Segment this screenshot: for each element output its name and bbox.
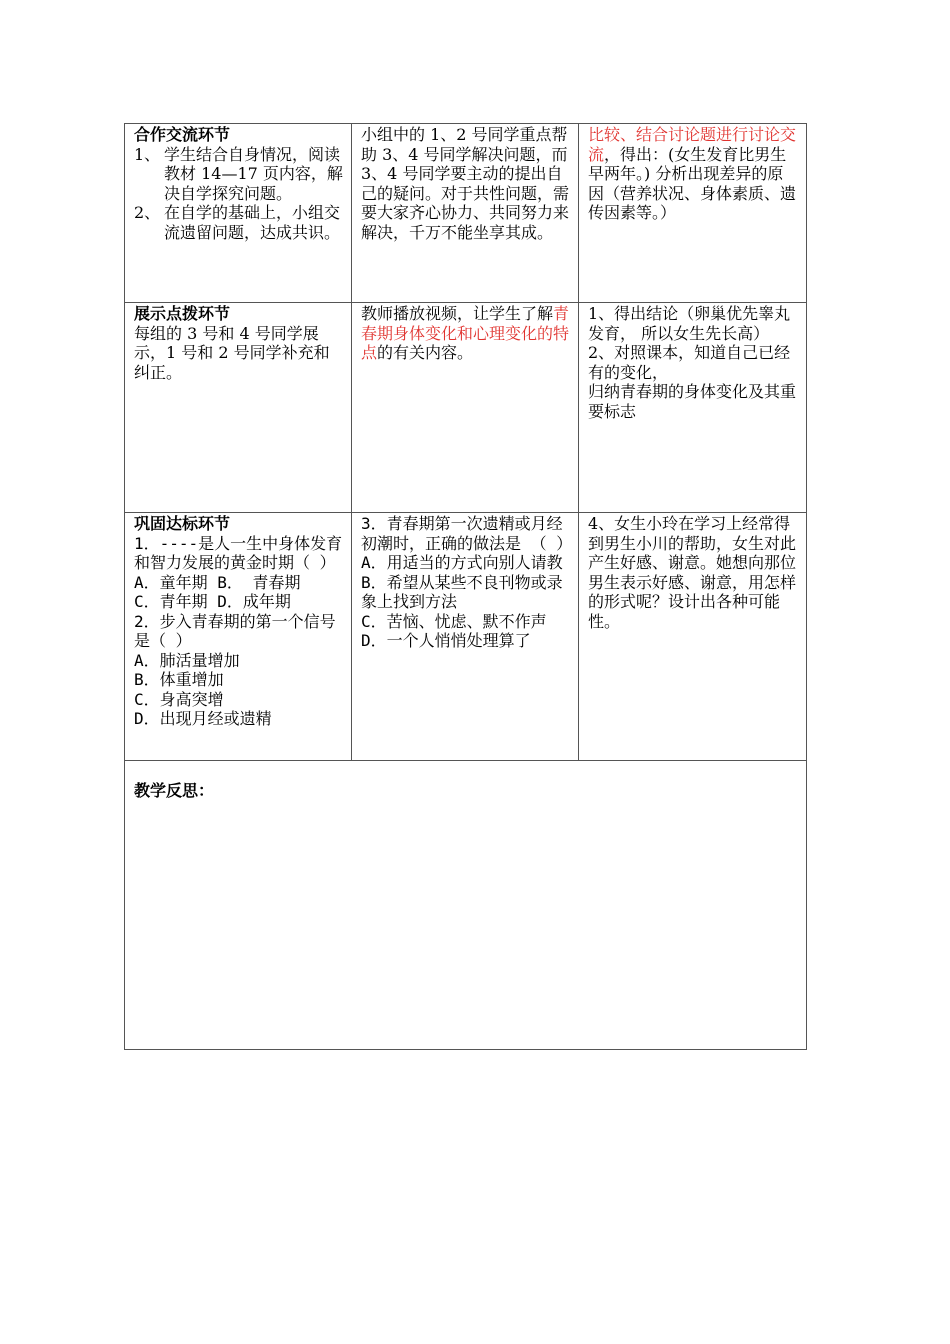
question-line: C．苦恼、忧虑、默不作声: [361, 611, 547, 631]
table-row-cooperation: [125, 124, 807, 303]
list-number: 2、: [134, 203, 161, 222]
question-text: 4、女生小玲在学习上经常得到男生小川的帮助，女生对此产生好感、谢意。她想向那位男生表示好感、谢意，用怎样的形式呢？设计出各种可能性。: [588, 514, 797, 631]
activity-list: [134, 145, 343, 243]
cell-consolidation-q1: [125, 513, 352, 761]
cell-cooperation-activity: [125, 124, 352, 303]
student-line: 2、对照课本，知道自己已经有的变化，: [588, 343, 791, 382]
highlight-text: 青春期身体变化和心理变化的特点: [361, 304, 570, 362]
body-text: 教师播放视频，让学生了解: [361, 304, 554, 323]
question-line: B．希望从某些不良刊物或录象上找到方法: [361, 572, 563, 611]
highlight-text: 比较、结合讨论题进行讨论交流: [588, 125, 797, 164]
question-line: B．体重增加: [134, 670, 224, 689]
body-text: 每组的 3 号和 4 号同学展示，1 号和 2 号同学补充和纠正。: [134, 323, 330, 382]
section-heading: 合作交流环节: [134, 125, 231, 144]
cell-cooperation-student: [579, 124, 807, 303]
cell-presentation-teacher: [352, 303, 579, 513]
student-line: 1、得出结论（卵巢优先睾丸发育， 所以女生先长高）: [588, 304, 791, 343]
list-item: [134, 145, 343, 204]
question-line: C．身高突增: [134, 689, 224, 709]
cell-cooperation-teacher: [352, 124, 579, 303]
table-row-presentation: [125, 303, 807, 513]
body-text: ，得出：(女生发育比男生早两年。) 分析出现差异的原因（营养状况、身体素质、遗传因素等。）: [588, 144, 797, 222]
cell-teaching-reflection: [125, 761, 807, 1050]
section-heading: 巩固达标环节: [134, 514, 231, 533]
teacher-text: [361, 304, 570, 363]
student-line: 归纳青春期的身体变化及其重要标志: [588, 382, 797, 421]
reflection-label: 教学反思：: [134, 781, 215, 800]
list-text: 在自学的基础上，小组交流遗留问题，达成共识。: [164, 203, 341, 242]
cell-presentation-activity: [125, 303, 352, 513]
list-item: [134, 203, 343, 242]
question-line: A．童年期 B． 青春期: [134, 572, 301, 592]
question-line: 1．----是人一生中身体发育和智力发展的黄金时期（ ）: [134, 533, 343, 572]
question-line: A．用适当的方式向别人请教: [361, 553, 563, 572]
student-text: [588, 125, 798, 223]
question-line: D．一个人悄悄处理算了: [361, 631, 531, 650]
question-line: 2．步入青春期的第一个信号是（ ）: [134, 611, 336, 650]
list-text: 学生结合自身情况，阅读教材 14—17 页内容，解决自学探究问题。: [164, 144, 343, 203]
question-line: C．青年期 D．成年期: [134, 592, 291, 611]
question-line: A．肺活量增加: [134, 650, 240, 670]
body-text: 的有关内容。: [377, 343, 474, 362]
cell-consolidation-q3: [352, 513, 579, 761]
table-row-reflection: [125, 761, 807, 1050]
lesson-plan-table: [124, 123, 807, 1050]
teacher-text: 小组中的 1、2 号同学重点帮助 3、4 号同学解决问题，而 3、4 号同学要主动的提出自己的疑问。对于共性问题，需要大家齐心协力、共同努力来解决，千万不能坐享其成。: [361, 125, 570, 242]
question-line: 3．青春期第一次遗精或月经初潮时，正确的做法是 （ ）: [361, 514, 573, 553]
list-number: 1、: [134, 144, 161, 164]
cell-presentation-student: [579, 303, 807, 513]
section-heading: 展示点拨环节: [134, 304, 231, 323]
question-line: D．出现月经或遗精: [134, 709, 272, 728]
cell-consolidation-q4: [579, 513, 807, 761]
table-row-consolidation: [125, 513, 807, 761]
